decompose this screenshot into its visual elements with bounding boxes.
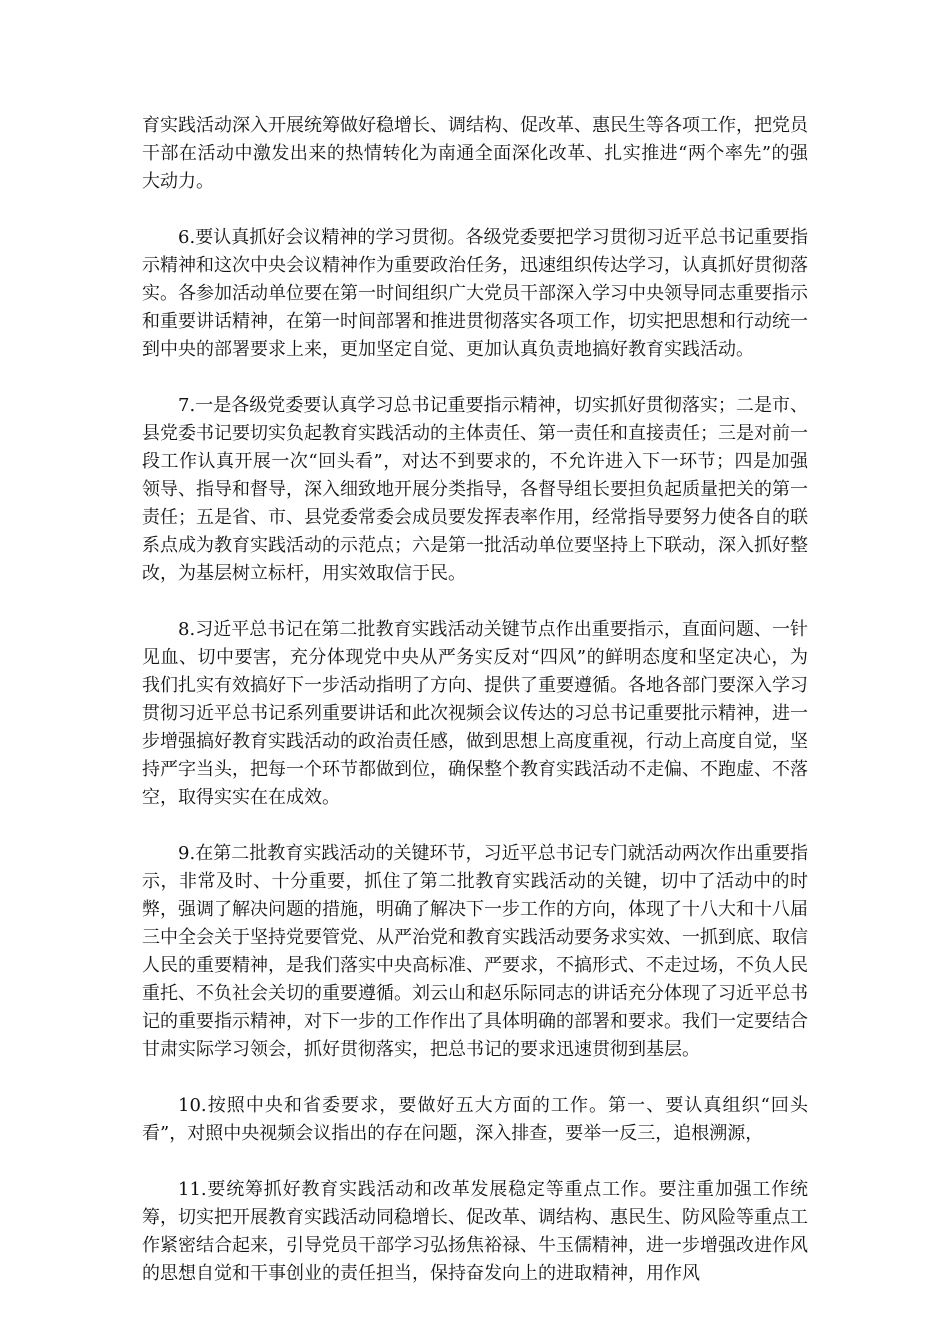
paragraph-gap: [142, 196, 808, 224]
paragraph-continuation: 育实践活动深入开展统筹做好稳增长、调结构、促改革、惠民生等各项工作，把党员干部在活动中激发出来的热情转化为南通全面深化改革、扎实推进“两个率先”的强大动力。: [142, 115, 808, 192]
paragraph-gap: [142, 588, 808, 616]
document-page: [142, 112, 808, 1288]
paragraph-7: 7.一是各级党委要认真学习总书记重要指示精神，切实抓好贯彻落实；二是市、县党委书记要切实负起教育实践活动的主体责任、第一责任和直接责任；三是对前一段工作认真开展一次“回头看”，对达不到要求的，不允许进入下一环节；四是加强领导、指导和督导，深入细致地开展分类指导，各督导组长要担负起质量把关的第一责任；五是省、市、县党委常委会成员要发挥表率作用，经常指导要努力使各自的联系点成为教育实践活动的示范点；六是第一批活动单位要坚持上下联动，深入抓好整改，为基层树立标杆，用实效取信于民。: [142, 395, 808, 584]
paragraph-gap: [142, 364, 808, 392]
paragraph-gap: [142, 1148, 808, 1176]
paragraph-6: 6.要认真抓好会议精神的学习贯彻。各级党委要把学习贯彻习近平总书记重要指示精神和这次中央会议精神作为重要政治任务，迅速组织传达学习，认真抓好贯彻落实。各参加活动单位要在第一时间组织广大党员干部深入学习中央领导同志重要指示和重要讲话精神，在第一时间部署和推进贯彻落实各项工作，切实把思想和行动统一到中央的部署要求上来，更加坚定自觉、更加认真负责地搞好教育实践活动。: [142, 227, 808, 360]
paragraph-11: 11.要统筹抓好教育实践活动和改革发展稳定等重点工作。要注重加强工作统筹，切实把开展教育实践活动同稳增长、促改革、调结构、惠民生、防风险等重点工作紧密结合起来，引导党员干部学习弘扬焦裕禄、牛玉儒精神，进一步增强改进作风的思想自觉和干事创业的责任担当，保持奋发向上的进取精神，用作风: [142, 1179, 808, 1284]
paragraph-9: 9.在第二批教育实践活动的关键环节，习近平总书记专门就活动两次作出重要指示，非常及时、十分重要，抓住了第二批教育实践活动的关键，切中了活动中的时弊，强调了解决问题的措施，明确了解决下一步工作的方向，体现了十八大和十八届三中全会关于坚持党要管党、从严治党和教育实践活动要务求实效、一抓到底、取信人民的重要精神，是我们落实中央高标准、严要求，不搞形式、不走过场，不负人民重托、不负社会关切的重要遵循。刘云山和赵乐际同志的讲话充分体现了习近平总书记的重要指示精神，对下一步的工作作出了具体明确的部署和要求。我们一定要结合甘肃实际学习领会，抓好贯彻落实，把总书记的要求迅速贯彻到基层。: [142, 843, 808, 1060]
paragraph-10: 10.按照中央和省委要求，要做好五大方面的工作。第一、要认真组织“回头看”，对照中央视频会议指出的存在问题，深入排查，要举一反三，追根溯源，: [142, 1095, 808, 1144]
paragraph-gap: [142, 1064, 808, 1092]
paragraph-8: 8.习近平总书记在第二批教育实践活动关键节点作出重要指示，直面问题、一针见血、切中要害，充分体现党中央从严务实反对“四风”的鲜明态度和坚定决心，为我们扎实有效搞好下一步活动指明了方向、提供了重要遵循。各地各部门要深入学习贯彻习近平总书记系列重要讲话和此次视频会议传达的习总书记重要批示精神，进一步增强搞好教育实践活动的政治责任感，做到思想上高度重视，行动上高度自觉，坚持严字当头，把每一个环节都做到位，确保整个教育实践活动不走偏、不跑虚、不落空，取得实实在在成效。: [142, 619, 808, 808]
paragraph-gap: [142, 812, 808, 840]
